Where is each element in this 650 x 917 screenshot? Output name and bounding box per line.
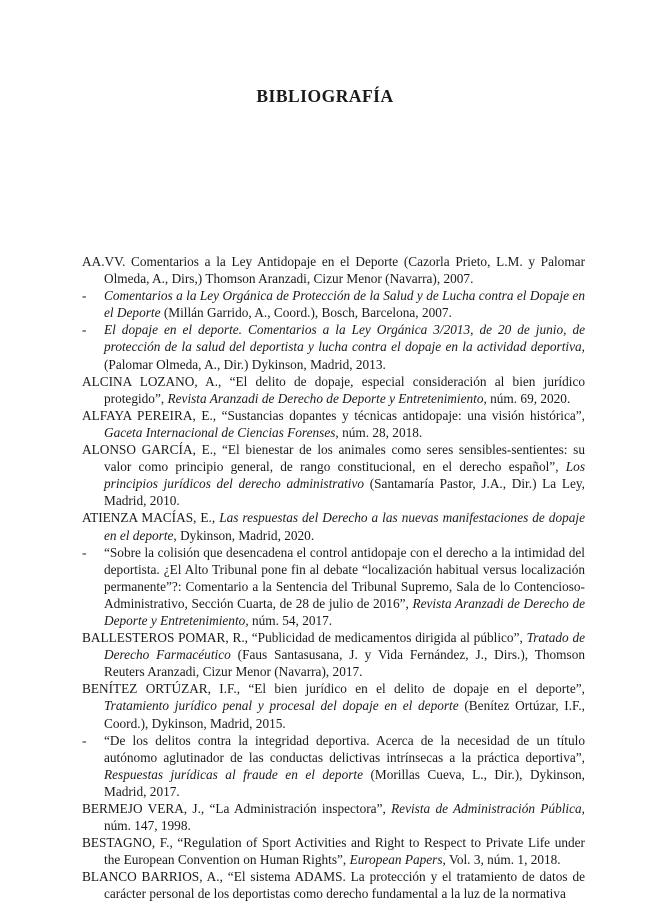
bibliography-entry (82, 407, 585, 441)
entry-italic-title: Tratamiento jurídico penal y procesal del dopaje en el deporte (104, 698, 459, 714)
entry-text: BERMEJO VERA, J., “La Administración inspectora”, (82, 801, 392, 816)
same-author-dash: - (82, 732, 87, 748)
entry-text: ALONSO GARCÍA, E., “El bienestar de los animales como seres sensibles-sentientes: su valor como principio general, de rango constitucional, en el derecho español”, (82, 442, 585, 475)
entry-text: , Dykinson, Madrid, 2020. (173, 527, 315, 543)
bibliography-entry (82, 680, 585, 731)
entry-text: (Faus Santasusana, J. y Vida Fernández, J., Dirs.), Thomson Reuters Aranzadi, Cizur Menor (Navarra), 2017. (104, 647, 586, 680)
entry-text: “Sobre la colisión que desencadena el control antidopaje con el derecho a la intimidad del deportista. ¿El Alto Tribunal pone fin al debate “localización habitual versus localización permanente”?: Comentario a la Sentencia del Tribunal Supremo, Sala de lo Contencioso-Administrativo, Sección Cuarta, de 28 de julio de 2016”, (104, 544, 585, 611)
entry-text: BENÍTEZ ORTÚZAR, I.F., “El bien jurídico en el delito de dopaje en el deporte”, (82, 681, 585, 697)
entry-italic-title: Revista Aranzadi de Derecho de Deporte y Entretenimiento (167, 390, 484, 406)
entry-text: (Benítez Ortúzar, I.F., Coord.), Dykinson, Madrid, 2015. (104, 698, 585, 731)
page-title: BIBLIOGRAFÍA (256, 86, 394, 106)
entry-italic-title: El dopaje en el deporte. Comentarios a la Ley Orgánica 3/2013, de 20 de junio, de protección de la salud del deportista y lucha contra el dopaje en la actividad deportiva (104, 322, 585, 355)
entry-text: , núm. 147, 1998. (104, 801, 585, 834)
bibliography-entry (82, 509, 585, 543)
bibliography-entry (82, 629, 585, 680)
entry-text: AA.VV. Comentarios a la Ley Antidopaje en el Deporte (Cazorla Prieto, L.M. y Palomar Olmeda, A., Dirs,) Thomson Aranzadi, Cizur Menor (Navarra), 2007. (82, 254, 585, 287)
entry-italic-title: Revista de Administración Pública (391, 801, 582, 816)
entry-text: ALFAYA PEREIRA, E., “Sustancias dopantes y técnicas antidopaje: una visión histórica”, (82, 407, 585, 423)
bibliography-list (82, 253, 585, 903)
entry-italic-title: Las respuestas del Derecho a las nuevas manifestaciones de dopaje en el deporte (104, 510, 585, 543)
entry-text: (Morillas Cueva, L., Dir.), Dykinson, Madrid, 2017. (104, 766, 585, 799)
entry-italic-title: European Papers (349, 852, 443, 868)
entry-italic-title: Gaceta Internacional de Ciencias Forenses (104, 424, 336, 440)
bibliography-entry (82, 253, 585, 287)
bibliography-entry (82, 287, 585, 321)
entry-text: BLANCO BARRIOS, A., “El sistema ADAMS. La protección y el tratamiento de datos de carácter personal de los deportistas como derecho fundamental a la luz de la normativa (82, 869, 585, 902)
same-author-dash: - (82, 544, 87, 560)
entry-text: “De los delitos contra la integridad deportiva. Acerca de la necesidad de un título autónomo aglutinador de las conductas delictivas intrínsecas a la práctica deportiva”, (104, 732, 585, 765)
bibliography-entry (82, 441, 585, 509)
entry-italic-title: Los principios jurídicos del derecho administrativo (104, 459, 585, 492)
same-author-dash: - (82, 322, 87, 338)
entry-italic-title: Tratado de Derecho Farmacéutico (104, 630, 586, 663)
bibliography-entry (82, 373, 585, 407)
bibliography-entry (82, 834, 585, 868)
entry-text: (Santamaría Pastor, J.A., Dir.) La Ley, Madrid, 2010. (104, 476, 585, 509)
entry-text: BALLESTEROS POMAR, R., “Publicidad de medicamentos dirigida al público”, (82, 630, 527, 646)
bibliography-entry (82, 732, 585, 800)
entry-text: , (Palomar Olmeda, A., Dir.) Dykinson, Madrid, 2013. (104, 339, 585, 372)
entry-text: , Vol. 3, núm. 1, 2018. (442, 852, 561, 868)
entry-text: (Millán Garrido, A., Coord.), Bosch, Barcelona, 2007. (160, 305, 452, 321)
same-author-dash: - (82, 288, 87, 304)
entry-text: BESTAGNO, F., “Regulation of Sport Activities and Right to Respect to Private Life under the European Convention on Human Rights”, (82, 835, 585, 868)
entry-text: ALCINA LOZANO, A., “El delito de dopaje, especial consideración al bien jurídico protegido”, (82, 373, 585, 406)
entry-italic-title: Comentarios a la Ley Orgánica de Protección de la Salud y de Lucha contra el Dopaje en el Deporte (104, 288, 585, 321)
entry-text: , núm. 28, 2018. (335, 424, 423, 440)
entry-text: , núm. 54, 2017. (245, 612, 333, 628)
bibliography-entry (82, 800, 585, 834)
entry-text: ATIENZA MACÍAS, E., (82, 510, 220, 526)
bibliography-entry (82, 868, 585, 902)
bibliography-entry (82, 544, 585, 629)
entry-italic-title: Revista Aranzadi de Derecho de Deporte y Entretenimiento (104, 595, 586, 628)
entry-text: , núm. 69, 2020. (483, 390, 571, 406)
bibliography-entry (82, 321, 585, 372)
entry-italic-title: Respuestas jurídicas al fraude en el deporte (104, 766, 363, 782)
